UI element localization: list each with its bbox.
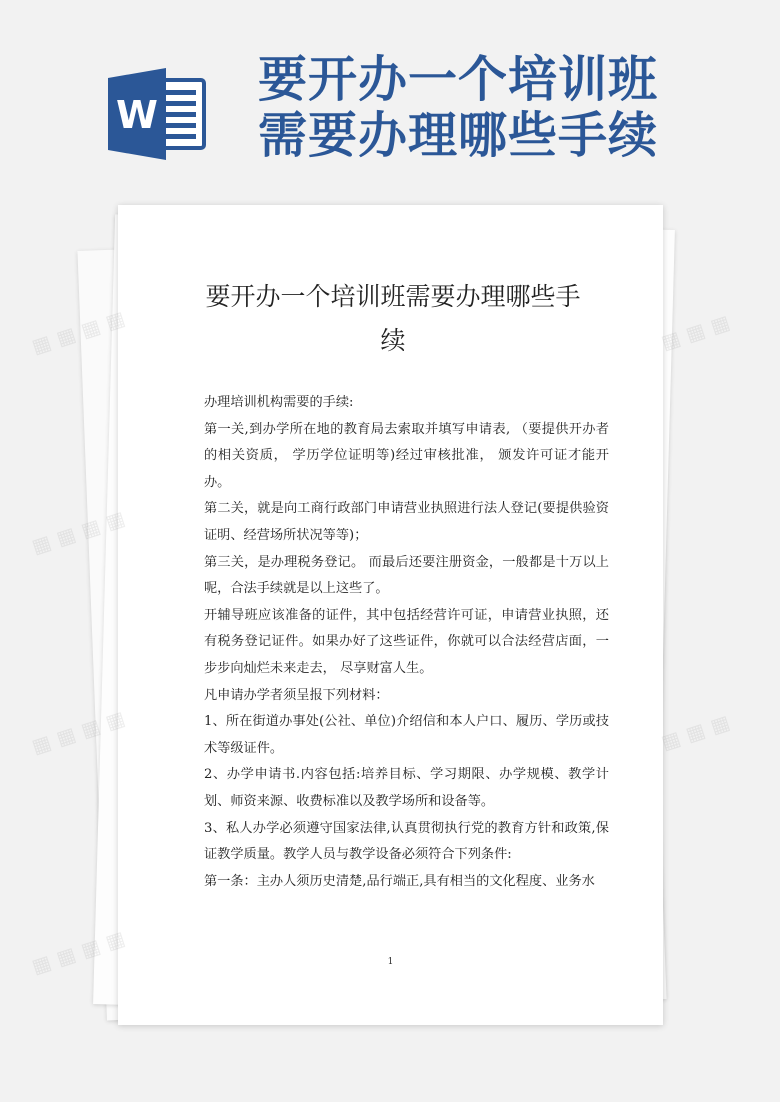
logo-letter: W xyxy=(116,93,158,137)
paragraph: 3、私人办学必须遵守国家法律,认真贯彻执行党的教育方针和政策,保证教学质量。教学人员与教学设备必须符合下列条件: xyxy=(204,820,609,863)
document-page xyxy=(118,205,663,1025)
document-title-line2: 续 xyxy=(380,326,406,355)
watermark-mark: ▦ ▦ ▦ xyxy=(658,709,733,755)
watermark-mark: ▦ ▦ ▦ ▦ xyxy=(28,305,128,359)
paragraph: 2、办学申请书.内容包括:培养目标、学习期限、办学规模、教学计划、师资来源、收费标准以及教学场所和设备等。 xyxy=(204,767,609,809)
document-title xyxy=(173,275,613,363)
paragraph: 第三关，是办理税务登记。 而最后还要注册资金，一般都是十万以上呢，合法手续就是以上这些了。 xyxy=(204,554,609,597)
header-title xyxy=(258,52,678,164)
watermark-mark: ▦ ▦ ▦ ▦ xyxy=(28,705,128,759)
page-number: 1 xyxy=(387,957,394,967)
document-body xyxy=(204,390,609,895)
paragraph: 第一关,到办学所在地的教育局去索取并填写申请表, （要提供开办者的相关资质， 学历学位证明等)经过审核批准， 颁发许可证才能开办。 xyxy=(204,421,609,490)
watermark-mark: ▦ ▦ ▦ ▦ xyxy=(28,925,128,979)
document-title-line1: 要开办一个培训班需要办理哪些手 xyxy=(205,282,581,311)
paragraph: 凡申请办学者须呈报下列材料： xyxy=(204,687,389,703)
paragraph: 办理培训机构需要的手续: xyxy=(204,395,354,410)
paragraph: 第一条：主办人须历史清楚,品行端正,具有相当的文化程度、业务水 xyxy=(204,873,595,889)
header-title-line2: 需要办理哪些手续 xyxy=(258,107,659,164)
watermark-mark: ▦ ▦ ▦ xyxy=(658,309,733,355)
word-logo-icon xyxy=(108,68,206,160)
paragraph: 1、所在街道办事处(公社、单位)介绍信和本人户口、履历、学历或技术等级证件。 xyxy=(204,714,609,756)
header-title-line1: 要开办一个培训班 xyxy=(258,51,659,108)
paragraph: 开辅导班应该准备的证件，其中包括经营许可证，申请营业执照，还有税务登记证件。如果办好了这些证件，你就可以合法经营店面，一步步向灿烂未来走去， 尽享财富人生。 xyxy=(204,607,609,676)
watermark-mark: ▦ ▦ ▦ ▦ xyxy=(28,505,128,559)
paragraph: 第二关，就是向工商行政部门申请营业执照进行法人登记(要提供验资证明、经营场所状况等等)； xyxy=(204,501,609,543)
